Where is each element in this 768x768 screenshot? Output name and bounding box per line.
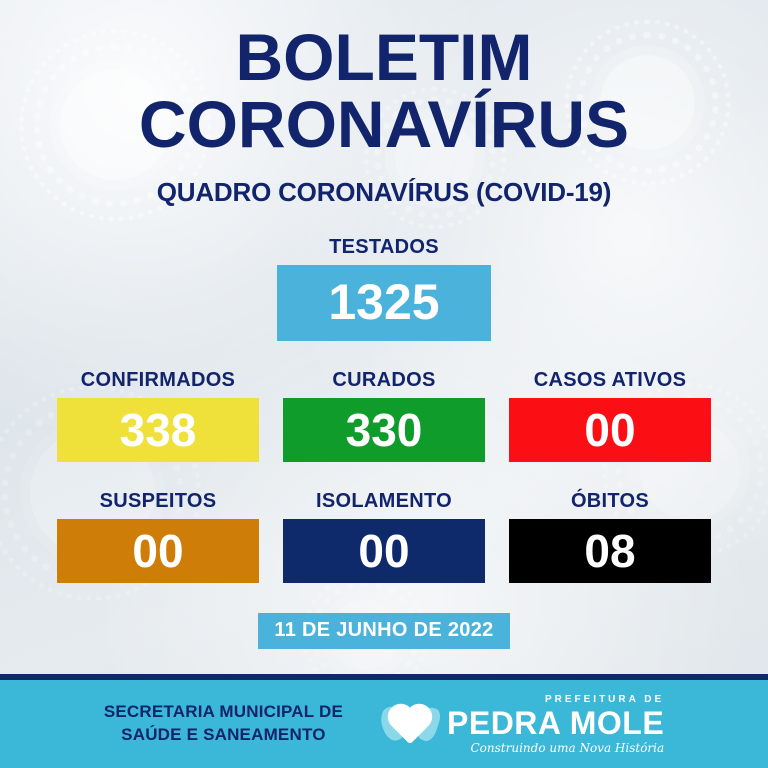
stat-deaths-value: 08 [509,519,711,583]
stat-isolation-value: 00 [283,519,485,583]
stat-tested-label: TESTADOS [329,236,439,259]
stat-isolation-label: ISOLAMENTO [316,490,452,513]
stat-deaths [509,490,711,583]
stat-suspected-label: SUSPEITOS [99,490,217,513]
stat-confirmed [57,369,259,462]
department-line-2: SAÚDE E SANEAMENTO [121,725,326,744]
stat-recovered-value: 330 [283,398,485,462]
stat-active-label: CASOS ATIVOS [533,369,687,392]
department-line-1: SECRETARIA MUNICIPAL DE [103,702,343,722]
stat-tested [277,236,491,341]
title-line-1: BOLETIM [235,20,533,94]
stat-recovered-label: CURADOS [332,369,436,392]
stat-active [509,369,711,462]
logo-slogan: Construindo uma Nova História [470,740,665,755]
stat-confirmed-label: CONFIRMADOS [80,369,236,392]
stats-row-1 [0,369,768,462]
logo-prefix: PREFEITURA DE [544,693,665,705]
stat-deaths-label: ÓBITOS [570,490,650,513]
date-badge: 11 DE JUNHO DE 2022 [258,613,509,649]
tested-section [0,236,768,341]
stat-isolation [283,490,485,583]
date-badge-container [0,613,768,649]
stat-tested-value: 1325 [277,265,491,341]
page-subtitle: QUADRO CORONAVÍRUS (COVID-19) [156,177,612,208]
page-title [0,0,768,161]
stats-row-2 [0,490,768,583]
stat-confirmed-value: 338 [57,398,259,462]
stat-suspected-value: 00 [57,519,259,583]
stat-active-value: 00 [509,398,711,462]
stat-recovered [283,369,485,462]
logo-city: PEDRA MOLE [447,704,665,741]
stat-suspected [57,490,259,583]
title-line-2: CORONAVÍRUS [138,86,630,161]
